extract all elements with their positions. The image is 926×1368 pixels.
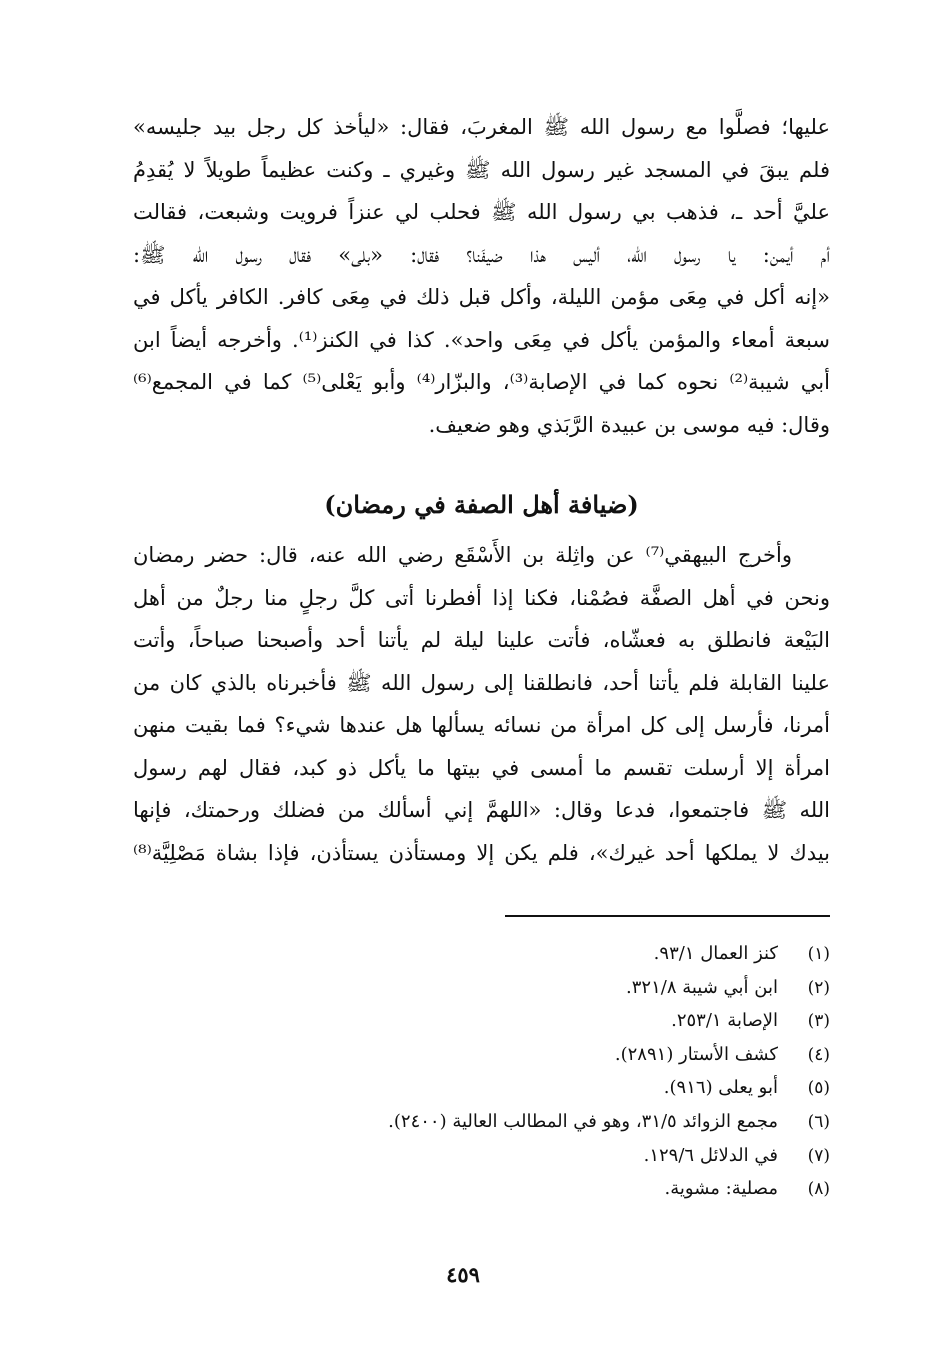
page-number: ٤٥٩ xyxy=(446,1262,480,1287)
text-line: فلم يبقَ في المسجد غير رسول الله ﷺ وغيري ـ وكنت عظيماً طويلاً لا يُقدِمُ xyxy=(133,157,830,182)
footnote-item xyxy=(133,1105,830,1139)
footnote-number: (٧) xyxy=(807,1145,830,1166)
footnote-item xyxy=(133,1038,830,1072)
section-heading: (ضيافة أهل الصفة في رمضان) xyxy=(324,490,639,519)
footnote-item xyxy=(133,971,830,1005)
footnote-item xyxy=(133,1172,830,1206)
footnote-text: في الدلائل ١٢٩/٦. xyxy=(643,1144,778,1166)
text-line: علينا القابلة فلم يأتنا أحد، فانطلقنا إلى رسول الله ﷺ فأخبرناه بالذي كان من xyxy=(133,670,830,695)
text-line: الله ﷺ فاجتمعوا، فدعا وقال: «اللهمَّ إني أسألك من فضلك ورحمتك، فإنها xyxy=(133,798,830,822)
footnotes-list xyxy=(133,937,830,1206)
footnote-text: كنز العمال ٩٣/١. xyxy=(653,943,778,964)
footnote-item xyxy=(133,1139,830,1173)
paragraph-hospitality-narration xyxy=(133,106,830,446)
footnote-text: مصلية: مشوية. xyxy=(664,1178,778,1200)
text-line: أم أيمن: يا رسول الله، أليس هذا ضيفَنا؟ فقال: «بلى» فقال رسول الله ﷺ: xyxy=(133,242,830,267)
footnote-item xyxy=(133,1071,830,1105)
footnote-item xyxy=(133,937,830,971)
text-line: وأخرج البيهقي⁽⁷⁾ عن واثِلة بن الأَسْقَع رضي الله عنه، قال: حضر رمضان xyxy=(133,543,792,567)
text-line: وقال: فيه موسى بن عبيدة الرَّبَذي وهو ضعيف. xyxy=(428,412,830,437)
footnote-number: (٢) xyxy=(807,977,830,998)
footnote-text: مجمع الزوائد ٣١/٥، وهو في المطالب العالية (٢٤٠٠). xyxy=(388,1110,778,1132)
text-line: عليَّ أحد ـ، فذهب بي رسول الله ﷺ فحلب لي عنزاً فرويت وشبعت، فقالت xyxy=(133,200,830,224)
text-line: ونحن في أهل الصفَّة فصُمْنا، فكنا إذا أفطرنا أتى كلَّ رجلٍ منا رجلٌ من أهل xyxy=(133,585,830,610)
footnote-text: كشف الأستار (٢٨٩١). xyxy=(614,1043,778,1065)
text-line: أمرنا، فأرسل إلى كل امرأة من نسائه يسألها هل عندها شيء؟ فما بقيت منهن xyxy=(133,713,830,737)
text-line: امرأة إلا أرسلت تقسم ما أمسى في بيتها ما يأكل ذو كبد، فقال لهم رسول xyxy=(133,755,830,780)
footnote-number: (١) xyxy=(807,944,830,964)
paragraph-ahl-al-suffa xyxy=(133,534,830,874)
footnote-text: ابن أبي شيبة ٣٢١/٨. xyxy=(626,976,778,998)
text-line: عليها؛ فصلَّوا مع رسول الله ﷺ المغربَ، فقال: «ليأخذ كل رجل بيد جليسه» xyxy=(133,115,830,139)
footnote-number: (٥) xyxy=(807,1078,830,1099)
footnote-number: (٤) xyxy=(807,1044,830,1065)
footnote-number: (٨) xyxy=(807,1179,830,1200)
footnote-divider xyxy=(505,915,830,917)
text-line: سبعة أمعاء والمؤمن يأكل في مِعَى واحد». كذا في الكنز⁽¹⁾. وأخرجه أيضاً ابن xyxy=(133,327,830,352)
text-line: أبي شيبة⁽²⁾ نحوه كما في الإصابة⁽³⁾، والبزّار⁽⁴⁾ وأبو يَعْلى⁽⁵⁾ كما في المجمع⁽⁶⁾ xyxy=(133,370,830,394)
footnote-text: أبو يعلى (٩١٦). xyxy=(663,1077,778,1099)
footnote-number: (٦) xyxy=(807,1111,830,1132)
footnote-number: (٣) xyxy=(807,1011,830,1032)
text-line: البَيْعة فانطلق به فعشّاه، فأتت علينا ليلة لم يأتنا أحد وأصبحنا صباحاً، وأتت xyxy=(133,628,830,652)
footnote-item xyxy=(133,1004,830,1038)
text-line: «إنه أكل في مِعَى مؤمن الليلة، وأكل قبل ذلك في مِعَى كافر. الكافر يأكل في xyxy=(133,285,830,309)
footnote-text: الإصابة ٢٥٣/١. xyxy=(671,1010,778,1032)
text-line: بيدك لا يملكها أحد غيرك»، فلم يكن إلا ومستأذن يستأذن، فإذا بشاة مَصْلِيَّة⁽⁸⁾ xyxy=(133,840,830,865)
